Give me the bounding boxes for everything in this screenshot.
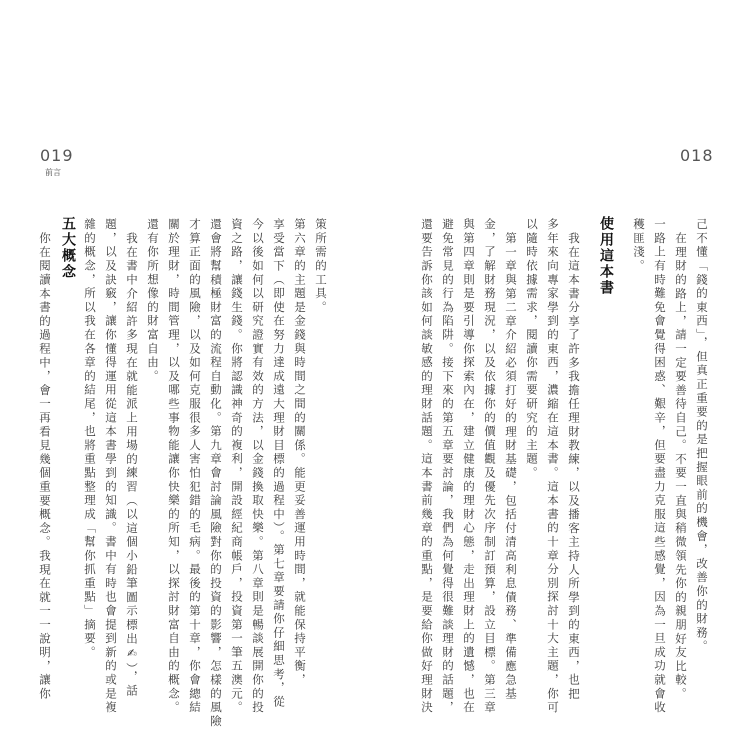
left-text-line: 關於理財，時間管理，以及哪些事物能讓你快樂的所知，以探討財富自由的概念。 <box>167 218 181 715</box>
left-text-line: 策所需的工具。 <box>314 218 328 315</box>
right-heading-text-line: 還要告訴你該如何談敏感的理財話題。這本書前幾章的重點，是要給你做好理財決 <box>420 218 434 715</box>
left-text-line: 資之路，讓錢生錢。你將認識神奇的複利，開設經紀商帳戶，投資第一筆五澳元。 <box>230 218 244 715</box>
right-section-heading: 使用這本書 <box>598 216 614 296</box>
left-text-line: 享受當下（即使在努力達成遠大理財目標的過程中）。第七章要請你仔細思考，從 <box>272 218 286 710</box>
left-text-line: 今以後如何以研究證實有效的方法，以金錢換取快樂。第八章則是暢談展開你的投 <box>251 218 265 715</box>
right-text-line: 穫匪淺。 <box>632 218 646 274</box>
right-text-line: 一路上有時難免會覺得困惑、艱辛，但要盡力克服這些感覺，因為一旦成功就會收 <box>653 218 667 715</box>
left-section-heading: 五大概念 <box>60 216 76 280</box>
right-heading-text-line: 以隨時依據需求，閱讀你需要研究的主題。 <box>525 218 539 481</box>
left-text-line: 還有你所想像的財富自由。 <box>146 218 160 384</box>
right-heading-text-line: 避免常見的行為陷阱。接下來的第五章要討論，我們為何覺得很難談理財的話題， <box>441 218 455 715</box>
right-heading-text-line: 金，了解財務現況，以及依據你的價值觀及優先次序制訂預算，設立目標。第三章 <box>483 218 497 715</box>
left-heading-text-line: 你在閱讀本書的過程中，會一再看見幾個重要概念。我現在就一一說明，讓你 <box>38 232 52 702</box>
left-text-line: 題，以及訣竅，讓你懂得運用從這本書學到的知識。書中有時也會提到新的或是複 <box>104 218 118 715</box>
right-heading-text-line: 與第四章則是要引導你探索內在，建立健康的理財心態，走出理財上的遺憾，也在 <box>462 218 476 715</box>
left-text-line: 雜的概念，所以我在各章的結尾，也將重點整理成「幫你抓重點」摘要。 <box>83 218 97 660</box>
left-page-number: 019 <box>40 146 74 165</box>
right-heading-text-line: 多年來向專家學到的東西，濃縮在這本書。這本書的十章分別探討十大主題，你可 <box>546 218 560 715</box>
left-text-line: 才算正面的風險，以及如何克服很多人害怕犯錯的毛病。最後的第十章，你會總結 <box>188 218 202 715</box>
right-page-number: 018 <box>680 146 714 165</box>
left-text-line: 我在書中介紹許多現在就能派上用場的練習（以這個小鉛筆圖示標出✍），話 <box>125 232 139 698</box>
right-heading-text-line: 第一章與第二章介紹必須打好的理財基礎，包括付清高利息債務、準備應急基 <box>504 232 518 702</box>
right-heading-text-line: 我在這本書分享了許多我擔任理財教練，以及播客主持人所學到的東西，也把 <box>567 232 581 702</box>
left-text-line: 第六章的主題是金錢與時間之間的關係。能更妥善運用時間，就能保持平衡， <box>293 218 307 688</box>
left-text-line: 還會將幫積極財富的流程自動化。第九章會討論風險對你的投資的影響，怎樣的風險 <box>209 218 223 729</box>
left-page-section-label: 前言 <box>45 168 61 177</box>
right-text-line: 己不懂「錢的東西」，但真正重要的是把握眼前的機會，改善你的財務。 <box>695 218 709 654</box>
right-text-line: 在理財的路上，請一定要善待自己。不要一直與稍微領先你的親朋好友比較。 <box>674 232 688 702</box>
